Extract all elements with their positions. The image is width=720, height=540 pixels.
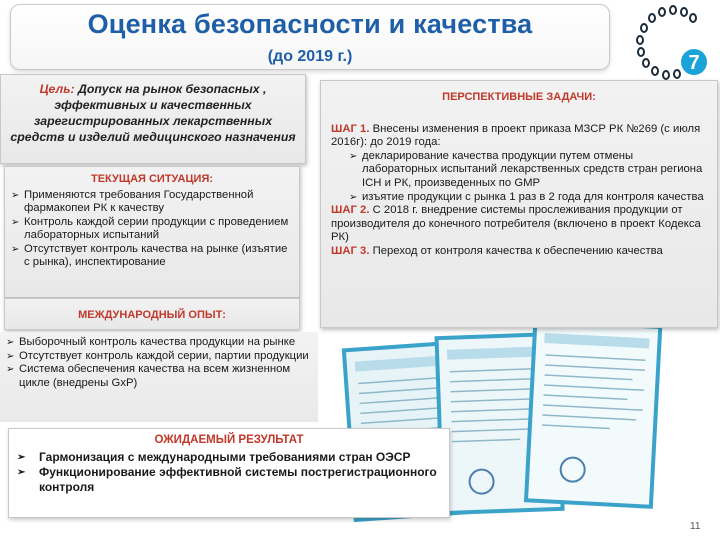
current-situation-heading: ТЕКУЩАЯ СИТУАЦИЯ: [90, 173, 214, 185]
international-heading: МЕЖДУНАРОДНЫЙ ОПЫТ: [78, 309, 226, 321]
step-1-label: ШАГ 1. [331, 122, 370, 135]
step-1-text: Внесены изменения в проект приказа МЗСР РК №269 (с июля 2016г): до 2019 года: [331, 122, 701, 149]
page-title: Оценка безопасности и качества [87, 9, 533, 39]
logo-7-icon [628, 2, 710, 82]
arrow-bullet-icon: ➢ [6, 364, 15, 375]
arrow-bullet-icon: ➢ [17, 467, 26, 478]
goal-label: Цель: [39, 82, 75, 96]
list-item: ➢ Применяются требования Государственной фармакопеи РК к качеству [11, 188, 254, 214]
step-2-text: С 2018 г. внедрение системы прослеживания продукции от производителя до конечного потребителя (включено в проект Кодекса РК) [331, 204, 701, 244]
arrow-bullet-icon: ➢ [6, 337, 15, 348]
international-heading-box [4, 298, 300, 330]
goal-box [0, 74, 306, 164]
list-item: ➢ Контроль каждой серии продукции с проведением лабораторных испытаний [11, 215, 289, 241]
step-2 [331, 204, 707, 245]
list-item: ➢ изъятие продукции с рынка 1 раз в 2 года для контроля качества [349, 190, 704, 203]
list-item: ➢ Выборочный контроль качества продукции на рынке [6, 336, 296, 348]
perspective-tasks-panel [320, 80, 718, 328]
list-item: ➢ Отсутствует контроль качества на рынке (изъятие с рынка), инспектирование [11, 242, 288, 268]
title-box [10, 4, 610, 70]
list-item: ➢ Отсутствует контроль каждой серии, партии продукции [6, 349, 309, 362]
expected-result-box [8, 428, 450, 518]
arrow-bullet-icon: ➢ [17, 452, 26, 463]
logo-number: 7 [688, 52, 700, 74]
page-subtitle: (до 2019 г.) [267, 48, 353, 65]
perspective-heading: ПЕРСПЕКТИВНЫЕ ЗАДАЧИ: [442, 91, 596, 103]
list-item: ➢ Функционирование эффективной системы пострегистрационного контроля [17, 465, 437, 494]
step-3-text: Переход от контроля качества к обеспечению качества [372, 244, 663, 257]
arrow-bullet-icon: ➢ [11, 243, 20, 255]
list-item: ➢ декларирование качества продукции путем отмены лабораторных испытаний лекарственных средств стран региона ICH и РК, произведенных по GMP [349, 149, 703, 189]
expected-result-heading: ОЖИДАЕМЫЙ РЕЗУЛЬТАТ [154, 434, 304, 446]
step-1 [331, 123, 707, 150]
step-3-label: ШАГ 3. [331, 244, 370, 257]
list-item: ➢ Система обеспечения качества на всем жизненном цикле (внедрены GxP) [6, 363, 291, 389]
step-3 [331, 245, 707, 259]
goal-text: Допуск на рынок безопасных , эффективных и качественных зарегистрированных лекарственных средств и изделий медицинского назначения [10, 82, 296, 144]
arrow-bullet-icon: ➢ [11, 216, 20, 228]
arrow-bullet-icon: ➢ [349, 191, 358, 203]
arrow-bullet-icon: ➢ [6, 350, 15, 362]
current-situation-panel [4, 166, 300, 298]
list-item: ➢ Гармонизация с международными требованиями стран ОЭСР [17, 450, 411, 464]
arrow-bullet-icon: ➢ [11, 189, 20, 201]
arrow-bullet-icon: ➢ [349, 150, 358, 162]
page-number: 11 [690, 521, 701, 532]
step-2-label: ШАГ 2. [331, 204, 370, 217]
international-list [0, 332, 318, 422]
